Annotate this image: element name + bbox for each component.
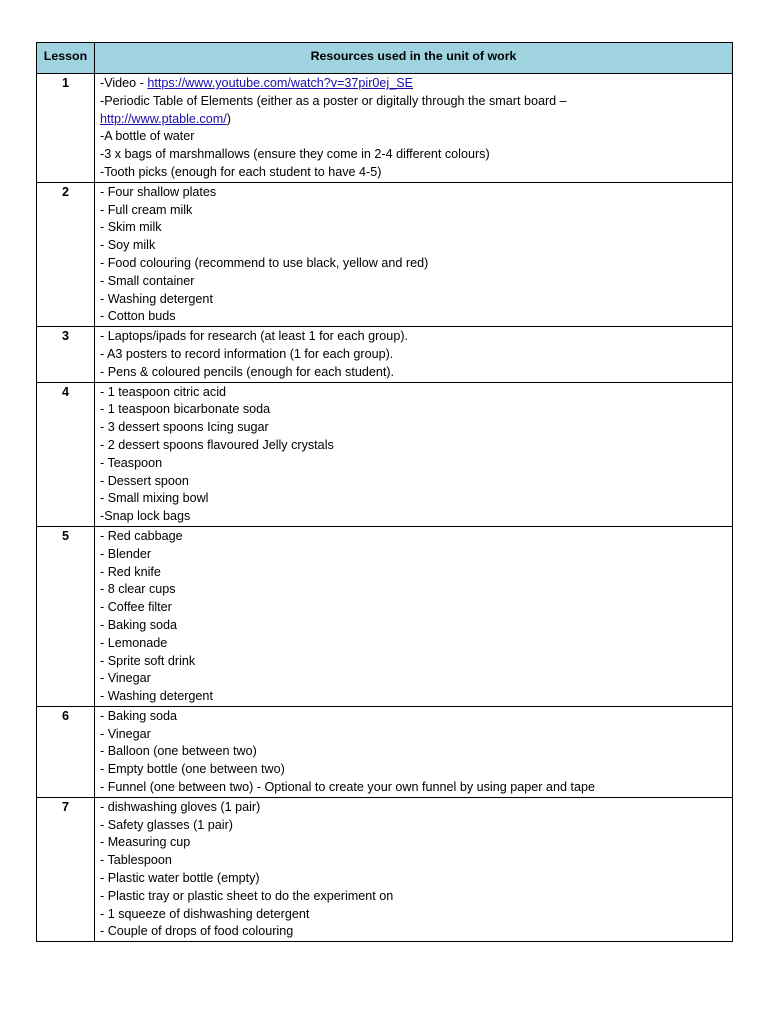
resource-item-text: - Vinegar <box>100 726 151 741</box>
resource-item-text: - Red cabbage <box>100 528 183 543</box>
resources-table <box>36 42 733 942</box>
table-row <box>37 706 733 797</box>
resource-item <box>100 617 732 635</box>
resource-item-text: - Pens & coloured pencils (enough for each student). <box>100 364 395 379</box>
resource-item-text: - 1 squeeze of dishwashing detergent <box>100 906 310 921</box>
resource-item-text: - 1 teaspoon bicarbonate soda <box>100 402 271 417</box>
resource-item <box>100 384 732 402</box>
resource-item <box>100 419 732 437</box>
resource-item <box>100 111 732 129</box>
resource-item-text: - Sprite soft drink <box>100 653 196 668</box>
resource-item-text: - Balloon (one between two) <box>100 744 257 759</box>
resource-item <box>100 528 732 546</box>
resource-link[interactable]: https://www.youtube.com/watch?v=37pir0ej_SE <box>147 76 414 90</box>
resource-item <box>100 546 732 564</box>
resource-item-text: - Full cream milk <box>100 202 193 217</box>
resource-item-text: - Plastic water bottle (empty) <box>100 871 260 886</box>
resource-item <box>100 923 732 941</box>
resource-item-text: - Laptops/ipads for research (at least 1 for each group). <box>100 329 409 344</box>
resource-item <box>100 581 732 599</box>
resource-item <box>100 906 732 924</box>
resource-item-text: - Washing detergent <box>100 689 213 704</box>
resource-list <box>95 383 732 526</box>
resource-item-text: -Tooth picks (enough for each student to have 4-5) <box>100 164 382 179</box>
resource-item <box>100 670 732 688</box>
resource-item-text: - Washing detergent <box>100 291 213 306</box>
resource-item-text: -Periodic Table of Elements (either as a poster or digitally through the smart board – <box>100 93 567 108</box>
resource-list <box>95 527 732 706</box>
lesson-number: 7 <box>37 797 95 941</box>
table-row <box>37 182 733 326</box>
resource-item <box>100 146 732 164</box>
resource-item-text: - Baking soda <box>100 617 178 632</box>
resource-item-text: - Couple of drops of food colouring <box>100 924 294 939</box>
resource-list <box>95 327 732 381</box>
resource-item-text: - Teaspoon <box>100 455 163 470</box>
resource-item-text: - Food colouring (recommend to use black, yellow and red) <box>100 255 429 270</box>
resource-item <box>100 202 732 220</box>
resource-item <box>100 834 732 852</box>
resources-cell <box>95 797 733 941</box>
resource-item-text: - Tablespoon <box>100 853 172 868</box>
resource-item <box>100 75 732 93</box>
resource-item <box>100 599 732 617</box>
resources-cell <box>95 182 733 326</box>
resource-item-text: - 3 dessert spoons Icing sugar <box>100 420 269 435</box>
lesson-number: 6 <box>37 706 95 797</box>
resource-list <box>95 707 732 797</box>
resource-item <box>100 888 732 906</box>
resource-item <box>100 401 732 419</box>
resources-column-header: Resources used in the unit of work <box>95 43 733 74</box>
resource-item <box>100 852 732 870</box>
resource-item-text: - Small mixing bowl <box>100 491 209 506</box>
resource-link[interactable]: http://www.ptable.com/ <box>100 111 227 126</box>
resource-list <box>95 74 732 182</box>
table-row <box>37 797 733 941</box>
resource-item <box>100 455 732 473</box>
resource-item-text: - Empty bottle (one between two) <box>100 762 285 777</box>
resource-item-text: - Safety glasses (1 pair) <box>100 817 233 832</box>
resource-item-text: - Measuring cup <box>100 835 191 850</box>
resource-item-text: - Cotton buds <box>100 309 176 324</box>
resource-item <box>100 437 732 455</box>
resource-item <box>100 164 732 182</box>
resources-cell <box>95 327 733 382</box>
resource-item <box>100 726 732 744</box>
resource-item-text: - Skim milk <box>100 220 162 235</box>
lesson-number: 5 <box>37 526 95 706</box>
resource-item-text: - dishwashing gloves (1 pair) <box>100 799 261 814</box>
resource-list <box>95 798 732 941</box>
resource-item-text: - Funnel (one between two) - Optional to create your own funnel by using paper and tape <box>100 780 595 795</box>
resource-item <box>100 870 732 888</box>
resource-item <box>100 237 732 255</box>
resource-item-text: - Vinegar <box>100 671 151 686</box>
resources-cell <box>95 526 733 706</box>
resource-item-text: -Video - <box>100 76 148 90</box>
table-row <box>37 74 733 183</box>
resource-item-text: - Plastic tray or plastic sheet to do the experiment on <box>100 888 394 903</box>
resource-item-text: - 2 dessert spoons flavoured Jelly crystals <box>100 437 334 452</box>
resource-item-text: - Lemonade <box>100 635 168 650</box>
resource-item <box>100 635 732 653</box>
resource-item <box>100 490 732 508</box>
resource-item <box>100 708 732 726</box>
resource-item <box>100 273 732 291</box>
resource-item-text: -3 x bags of marshmallows (ensure they come in 2-4 different colours) <box>100 147 490 162</box>
resource-item <box>100 328 732 346</box>
lesson-column-header: Lesson <box>37 43 95 74</box>
resource-item <box>100 761 732 779</box>
resource-item-text: - 8 clear cups <box>100 582 176 597</box>
lesson-number: 4 <box>37 382 95 526</box>
resource-item <box>100 799 732 817</box>
resource-item <box>100 779 732 797</box>
resource-item <box>100 364 732 382</box>
resource-item <box>100 508 732 526</box>
resource-item-text: - A3 posters to record information (1 for each group). <box>100 346 394 361</box>
table-row <box>37 327 733 382</box>
table-row <box>37 382 733 526</box>
resource-item-text: - Coffee filter <box>100 600 172 615</box>
resource-list <box>95 183 732 326</box>
resource-item-text: - 1 teaspoon citric acid <box>100 384 226 399</box>
resource-item <box>100 93 732 111</box>
resource-item <box>100 255 732 273</box>
lesson-number: 2 <box>37 182 95 326</box>
resource-item <box>100 688 732 706</box>
resource-item-text: - Soy milk <box>100 238 156 253</box>
resource-item <box>100 346 732 364</box>
resource-item-text: - Small container <box>100 273 195 288</box>
lesson-number: 3 <box>37 327 95 382</box>
resource-item <box>100 219 732 237</box>
resource-item-text: - Baking soda <box>100 708 178 723</box>
resources-cell <box>95 382 733 526</box>
resource-item-suffix: ) <box>226 111 231 126</box>
table-body <box>37 74 733 942</box>
resource-item-text: -Snap lock bags <box>100 509 191 524</box>
resource-item <box>100 128 732 146</box>
resource-item <box>100 653 732 671</box>
table-header-row <box>37 43 733 74</box>
resources-cell <box>95 706 733 797</box>
resource-item <box>100 291 732 309</box>
resource-item-text: -A bottle of water <box>100 129 195 144</box>
lesson-number: 1 <box>37 74 95 183</box>
resource-item-text: - Four shallow plates <box>100 184 217 199</box>
resource-item <box>100 564 732 582</box>
resource-item <box>100 473 732 491</box>
resource-item <box>100 184 732 202</box>
resource-item <box>100 817 732 835</box>
table-row <box>37 526 733 706</box>
resources-cell <box>95 74 733 183</box>
resource-item-text: - Red knife <box>100 564 161 579</box>
resource-item <box>100 308 732 326</box>
resource-item-text: - Dessert spoon <box>100 473 189 488</box>
resource-item <box>100 743 732 761</box>
resource-item-text: - Blender <box>100 546 152 561</box>
